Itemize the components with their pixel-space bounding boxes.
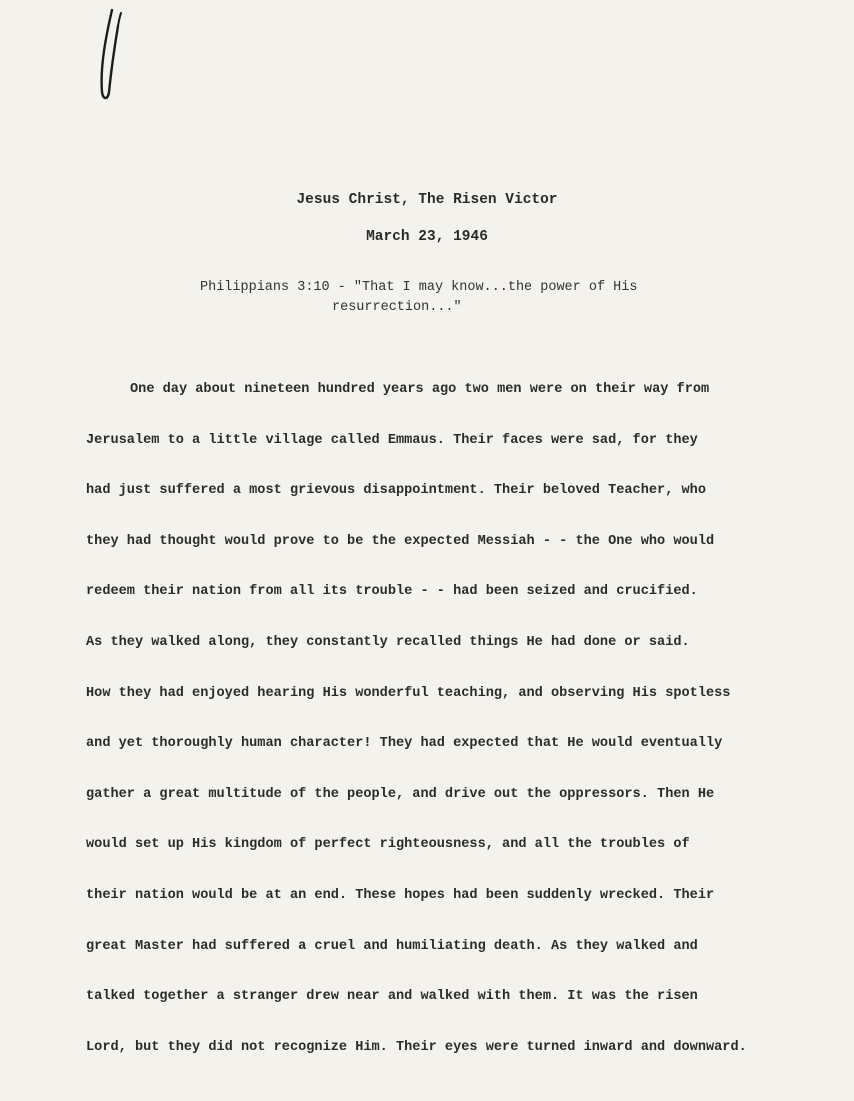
verse-line-2: resurrection..." [332, 300, 462, 315]
body-line: their nation would be at an end. These hopes had been suddenly wrecked. Their [86, 887, 715, 903]
document-title: Jesus Christ, The Risen Victor [296, 192, 558, 208]
handwritten-mark-icon [92, 6, 132, 106]
body-line: How they had enjoyed hearing His wonderful teaching, and observing His spotless [86, 685, 731, 701]
body-line: great Master had suffered a cruel and humiliating death. As they walked and [86, 938, 698, 954]
body-line: One day about nineteen hundred years ago two men were on their way from [130, 382, 710, 397]
body-line: Lord, but they did not recognize Him. Their eyes were turned inward and downward. [86, 1039, 747, 1055]
body-line: they had thought would prove to be the expected Messiah - - the One who would [86, 533, 715, 549]
body-paragraph [86, 378, 786, 1086]
body-line: talked together a stranger drew near and walked with them. It was the risen [86, 989, 698, 1005]
document-date: March 23, 1946 [366, 229, 488, 245]
body-line: had just suffered a most grievous disappointment. Their beloved Teacher, who [86, 483, 706, 499]
scripture-reference [200, 278, 720, 318]
verse-line-1: Philippians 3:10 - "That I may know...the power of His [200, 280, 638, 295]
body-line: redeem their nation from all its trouble - - had been seized and crucified. [86, 584, 698, 600]
body-line: Jerusalem to a little village called Emmaus. Their faces were sad, for they [86, 432, 698, 448]
body-line: would set up His kingdom of perfect righteousness, and all the troubles of [86, 837, 690, 853]
body-line: gather a great multitude of the people, and drive out the oppressors. Then He [86, 786, 715, 802]
body-line: and yet thoroughly human character! They had expected that He would eventually [86, 736, 723, 752]
body-line: As they walked along, they constantly recalled things He had done or said. [86, 634, 690, 650]
